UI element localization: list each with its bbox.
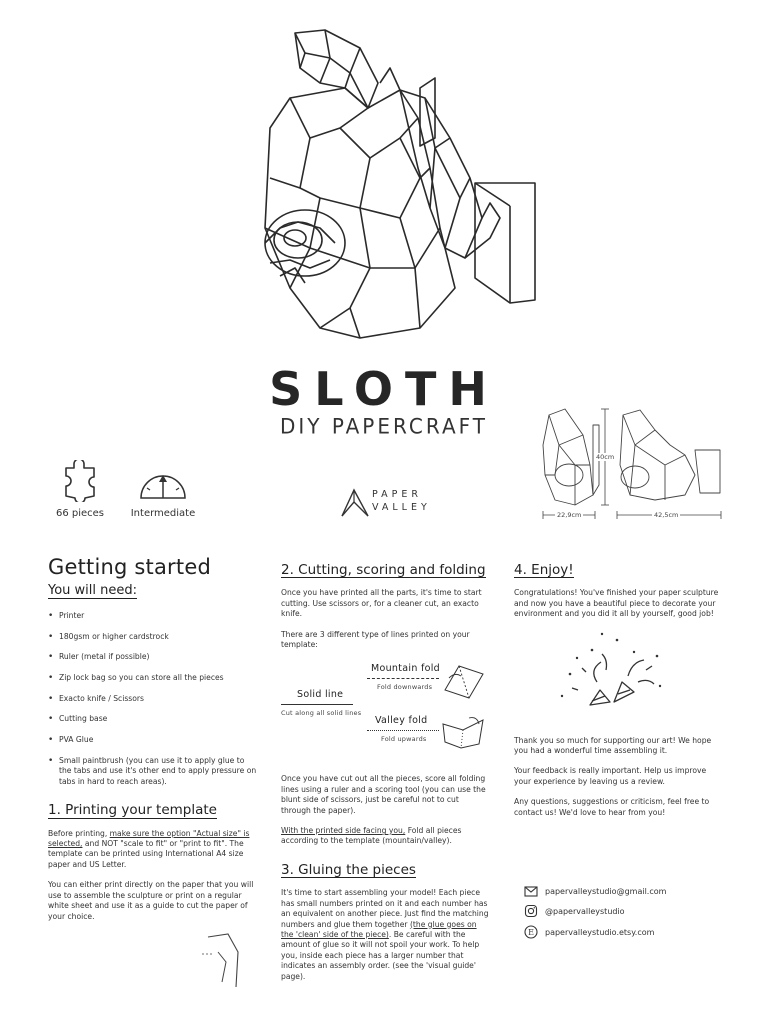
- solid-line-desc: Cut along all solid lines: [281, 709, 362, 718]
- dim-width-a-label: 22,9cm: [557, 511, 582, 519]
- list-item: • Zip lock bag so you can store all the pieces: [48, 673, 258, 683]
- level-spec: [120, 468, 206, 519]
- valley-fold-label: Valley fold: [375, 715, 428, 727]
- solid-line-label: Solid line: [297, 689, 344, 701]
- fold-lines-legend: [281, 660, 491, 760]
- level-label: Intermediate: [130, 508, 196, 519]
- dimensions-diagram: [535, 405, 735, 525]
- puzzle-icon: [60, 460, 100, 502]
- brand-logo: [340, 486, 440, 520]
- list-item: • Ruler (metal if possible): [48, 652, 258, 662]
- gluing-paragraph-1: It's time to start assembling your model! Each piece has small numbers printed on it and each number has an equivalent on another piece. Just find the matching numbers and glue them together (the glue goes on the 'clean' side of the piece). Be careful with the amount of glue so it will not spoil your work. To help you, inside each piece has a larger number that indicates an assembly order. (see the 'visual guide' page).: [281, 888, 489, 981]
- cutting-paragraph-4: With the printed side facing you, Fold all pieces according to the template (mountain/valley).: [281, 826, 462, 846]
- dimension-sloth-views: [535, 405, 735, 525]
- list-item: • Cutting base: [48, 714, 258, 724]
- instagram-icon: [524, 904, 538, 918]
- column-getting-started: [48, 555, 258, 987]
- mountain-logo-icon: [340, 486, 370, 518]
- cutting-heading: 2. Cutting, scoring and folding: [281, 562, 486, 578]
- enjoy-paragraph-3: Your feedback is really important. Help us improve your experience by leaving us a review.: [514, 766, 707, 786]
- cutting-paragraph-1: Once you have printed all the parts, it's time to start cutting. Use scissors or, for a cleaner cut, an exacto knife.: [281, 588, 482, 619]
- you-will-need-heading: You will need:: [48, 583, 138, 599]
- column-enjoy: [514, 562, 724, 828]
- mountain-fold-label: Mountain fold: [371, 663, 441, 675]
- contact-etsy-text[interactable]: papervalleystudio.etsy.com: [545, 927, 655, 937]
- enjoy-heading: 4. Enjoy!: [514, 562, 574, 578]
- brand-line-1: PAPER: [372, 489, 422, 500]
- cutting-paragraph-3: Once you have cut out all the pieces, score all folding lines using a ruler and a scoring tool (you can use the blunt side of scissors, just be careful not to cut through the paper).: [281, 774, 486, 815]
- contact-email-text[interactable]: papervalleystudio@gmail.com: [545, 886, 667, 896]
- contact-etsy[interactable]: [524, 925, 654, 939]
- party-popper-icon: [542, 630, 672, 720]
- contact-instagram-text[interactable]: @papervalleystudio: [545, 906, 625, 916]
- etsy-icon: [524, 925, 538, 939]
- solid-line-sample: [281, 704, 353, 705]
- product-subtitle: DIY PAPERCRAFT: [279, 413, 489, 439]
- list-item: • Printer: [48, 611, 258, 621]
- enjoy-paragraph-4: Any questions, suggestions or criticism, feel free to contact us! We'd love to hear from you!: [514, 797, 710, 817]
- getting-started-heading: Getting started: [48, 555, 211, 579]
- printer-sketch-icon: [198, 932, 278, 987]
- list-item: • Exacto knife / Scissors: [48, 694, 258, 704]
- dim-height-label: 40cm: [596, 453, 615, 461]
- printing-paragraph-1: Before printing, make sure the option "Actual size" is selected, and NOT "scale to fit" or "print to fit". The template can be printed using International A4 size paper and US Letter.: [48, 828, 250, 869]
- needs-list: [48, 611, 258, 787]
- valley-fold-desc: Fold upwards: [381, 735, 427, 744]
- mountain-fold-desc: Fold downwards: [377, 683, 433, 692]
- valley-fold-sample: [367, 730, 439, 731]
- pieces-label: 66 pieces: [55, 508, 105, 519]
- sloth-illustration: [250, 28, 550, 348]
- list-item: • 180gsm or higher cardstrock: [48, 632, 258, 642]
- valley-fold-icon: [439, 712, 487, 752]
- gauge-icon: [137, 468, 189, 502]
- dim-width-b-label: 42,5cm: [654, 511, 679, 519]
- gluing-heading: 3. Gluing the pieces: [281, 861, 416, 878]
- mountain-fold-icon: [439, 660, 487, 700]
- enjoy-paragraph-1: Congratulations! You've finished your paper sculpture and now you have a beautiful piece to decorate your environment and you did it all by yourself, good job!: [514, 588, 719, 619]
- brand-line-2: VALLEY: [372, 502, 431, 513]
- svg-text:E: E: [528, 928, 534, 937]
- mountain-fold-sample: [367, 678, 439, 679]
- contact-instagram[interactable]: [524, 904, 625, 918]
- cutting-paragraph-2: There are 3 different type of lines printed on your template:: [281, 629, 470, 650]
- printing-paragraph-2: You can either print directly on the paper that you will use to assemble the sculpture or print on a regular white sheet and use it as a guide to cut the paper of your choice.: [48, 880, 254, 921]
- list-item: • PVA Glue: [48, 735, 258, 745]
- pieces-spec: [40, 460, 120, 519]
- list-item: • Small paintbrush (you can use it to apply glue to the tabs and use it's other end to apply pressure on tabs in hard to reach areas).: [48, 756, 258, 787]
- contact-email[interactable]: [524, 884, 666, 898]
- envelope-icon: [524, 884, 538, 898]
- column-cutting-gluing: [281, 562, 491, 992]
- enjoy-paragraph-2: Thank you so much for supporting our art! We hope you had a wonderful time assembling it.: [514, 735, 712, 756]
- printing-heading: 1. Printing your template: [48, 802, 217, 819]
- product-title: SLOTH: [269, 362, 499, 416]
